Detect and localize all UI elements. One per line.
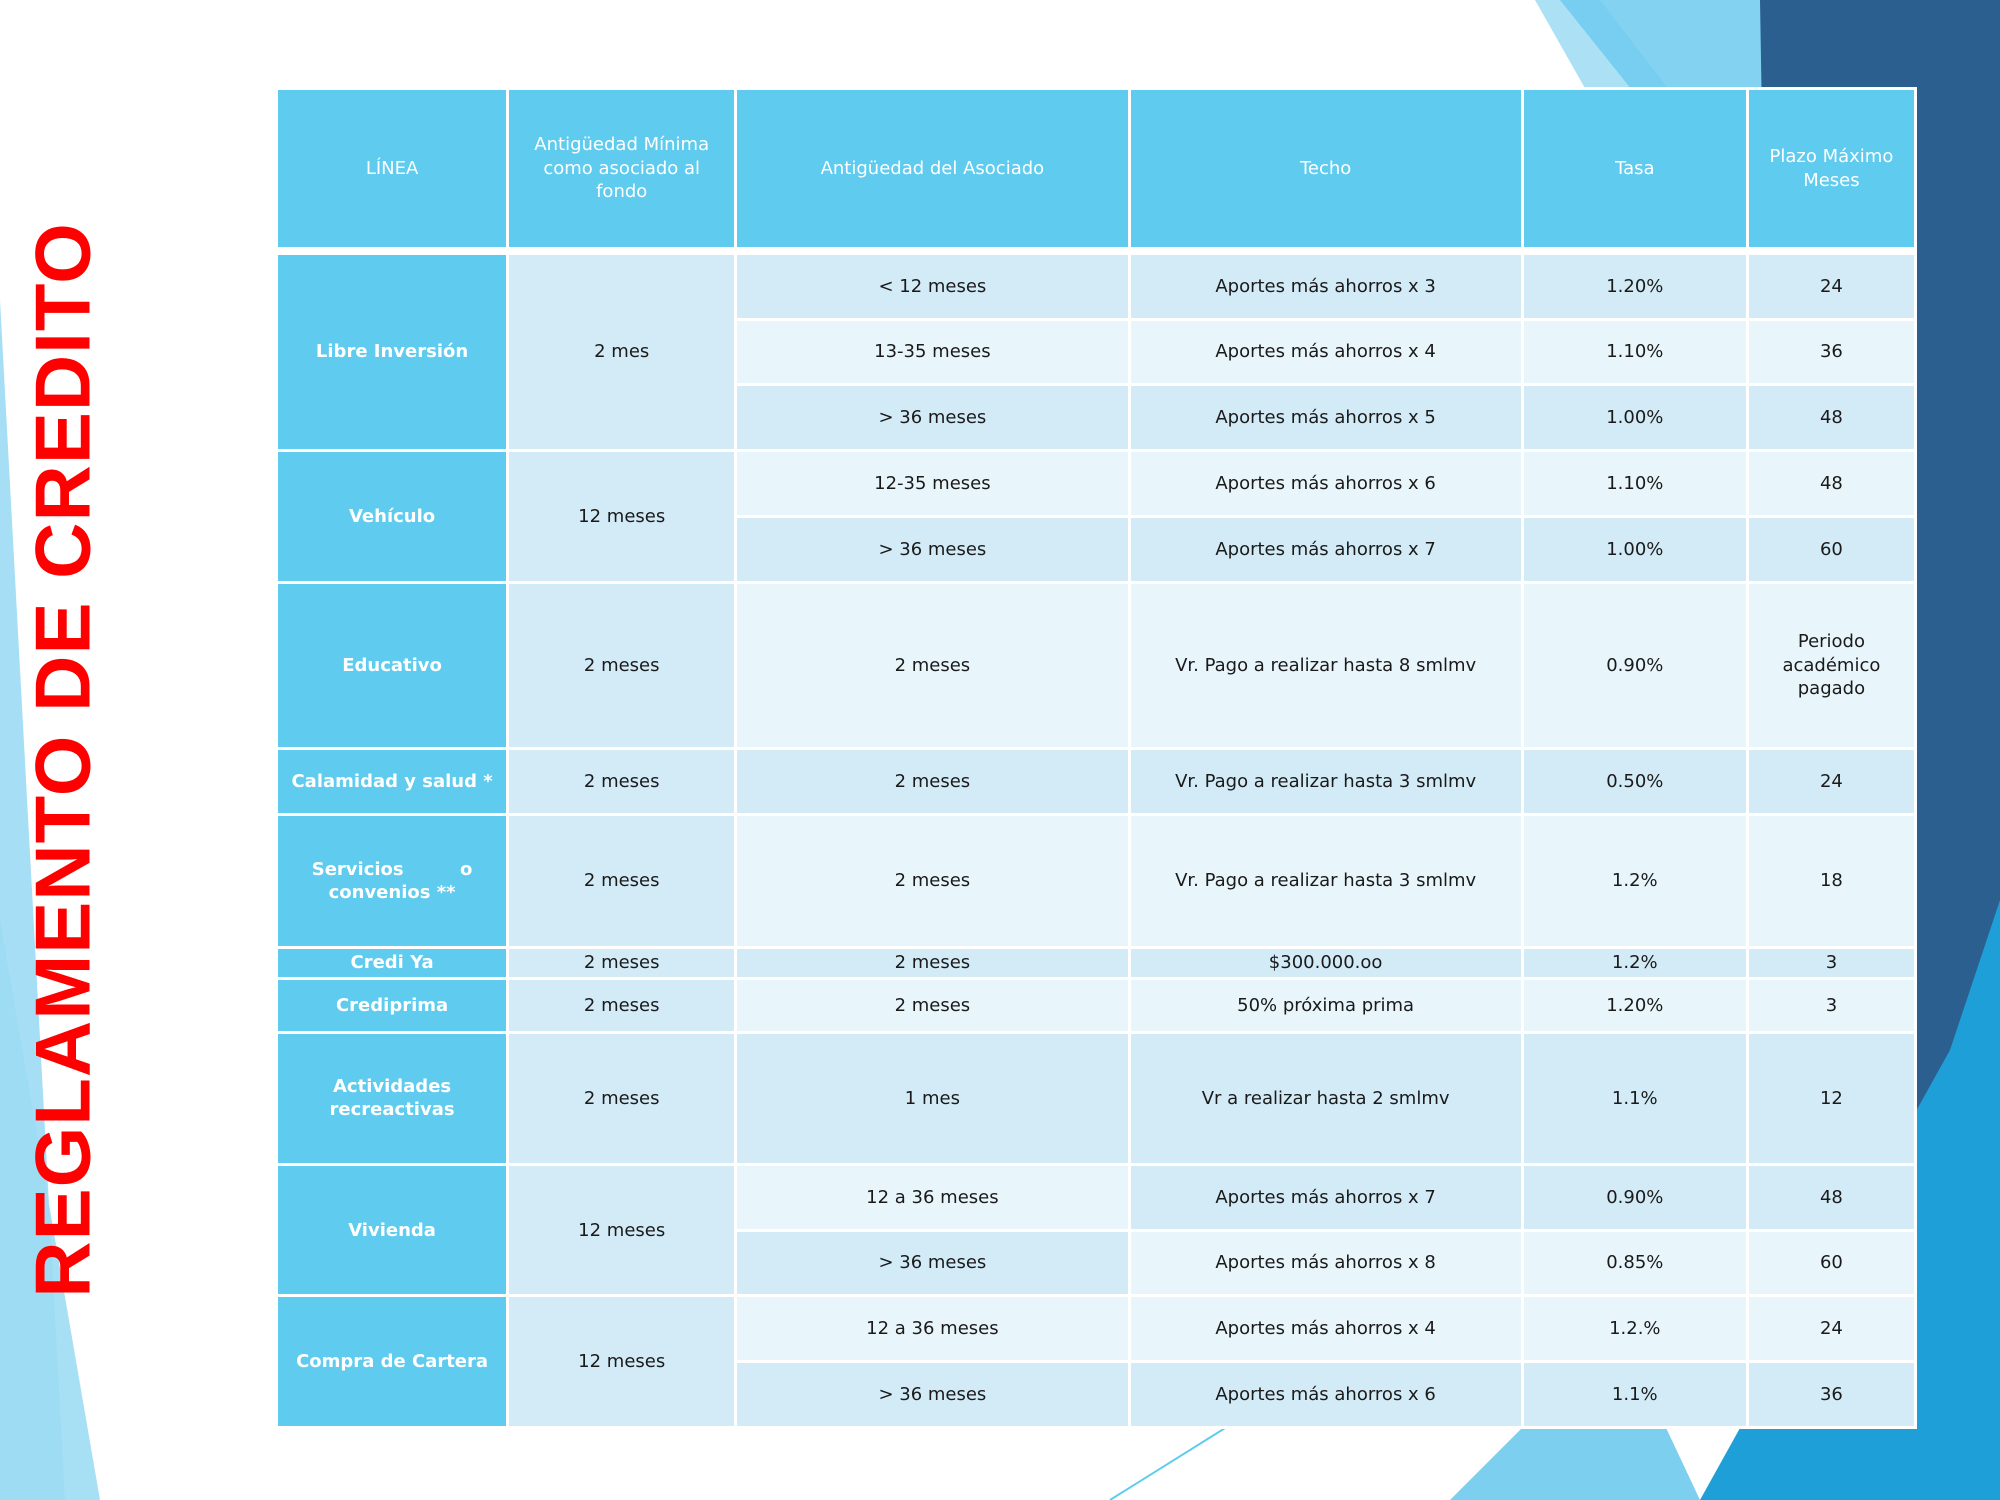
plazo-cell: 24	[1749, 750, 1914, 813]
antiguedad-cell: 12 a 36 meses	[737, 1297, 1127, 1360]
min-compra-cartera: 12 meses	[509, 1297, 734, 1426]
table-row	[278, 255, 1914, 318]
antiguedad-cell: 12 a 36 meses	[737, 1166, 1127, 1229]
linea-actividades-recreactivas	[278, 1034, 506, 1163]
techo-cell: Vr a realizar hasta 2 smlmv	[1131, 1034, 1521, 1163]
header-plazo-maximo	[1749, 90, 1914, 247]
tasa-cell: 0.85%	[1524, 1232, 1746, 1295]
plazo-cell: 36	[1749, 1363, 1914, 1426]
linea-educativo: Educativo	[278, 584, 506, 748]
header-tasa: Tasa	[1524, 90, 1746, 247]
table-row	[278, 1166, 1914, 1229]
plazo-cell: 60	[1749, 1232, 1914, 1295]
antiguedad-cell: > 36 meses	[737, 1363, 1127, 1426]
table-row	[278, 750, 1914, 813]
table-row	[278, 816, 1914, 945]
plazo-cell: 24	[1749, 1297, 1914, 1360]
techo-cell: $300.000.oo	[1131, 949, 1521, 977]
table-row	[278, 1297, 1914, 1360]
header-plazo-line1: Plazo Máximo	[1769, 146, 1894, 168]
table-row	[278, 980, 1914, 1031]
tasa-cell: 0.90%	[1524, 584, 1746, 748]
header-gap-cell	[278, 250, 1914, 252]
antiguedad-cell: 1 mes	[737, 1034, 1127, 1163]
tasa-cell: 1.1%	[1524, 1363, 1746, 1426]
linea-vehiculo: Vehículo	[278, 452, 506, 580]
tasa-cell: 1.00%	[1524, 518, 1746, 581]
page-title-container	[18, 222, 106, 1298]
linea-servicios-line2: convenios **	[328, 881, 456, 903]
plazo-line1: Periodo	[1797, 631, 1865, 653]
min-crediprima: 2 meses	[509, 980, 734, 1031]
linea-vivienda: Vivienda	[278, 1166, 506, 1294]
techo-cell: Aportes más ahorros x 4	[1131, 321, 1521, 384]
min-credi-ya: 2 meses	[509, 949, 734, 977]
plazo-line2: académico	[1782, 654, 1881, 676]
plazo-cell: 36	[1749, 321, 1914, 384]
header-antiguedad-minima-line1: Antigüedad Mínima	[534, 134, 710, 156]
techo-cell: Aportes más ahorros x 8	[1131, 1232, 1521, 1295]
min-actividades-recreactivas: 2 meses	[509, 1034, 734, 1163]
linea-actividades-line2: recreactivas	[329, 1099, 455, 1121]
plazo-cell: 48	[1749, 452, 1914, 515]
min-vivienda: 12 meses	[509, 1166, 734, 1294]
tasa-cell: 1.20%	[1524, 980, 1746, 1031]
header-antiguedad-asociado: Antigüedad del Asociado	[737, 90, 1127, 247]
credit-rules-table	[275, 87, 1917, 1429]
page-title: REGLAMENTO DE CREDITO	[18, 222, 106, 1298]
min-vehiculo: 12 meses	[509, 452, 734, 580]
techo-cell: Aportes más ahorros x 7	[1131, 518, 1521, 581]
min-calamidad-salud: 2 meses	[509, 750, 734, 813]
header-plazo-line2: Meses	[1803, 169, 1860, 191]
techo-cell: Aportes más ahorros x 3	[1131, 255, 1521, 318]
antiguedad-cell: 2 meses	[737, 816, 1127, 945]
header-linea: LÍNEA	[278, 90, 506, 247]
linea-servicios-convenios	[278, 816, 506, 945]
tasa-cell: 1.10%	[1524, 452, 1746, 515]
antiguedad-cell: > 36 meses	[737, 386, 1127, 449]
plazo-cell: 3	[1749, 980, 1914, 1031]
plazo-cell: 24	[1749, 255, 1914, 318]
techo-cell: Vr. Pago a realizar hasta 3 smlmv	[1131, 816, 1521, 945]
linea-actividades-line1: Actividades	[333, 1075, 452, 1097]
table-row	[278, 1034, 1914, 1163]
linea-calamidad-salud: Calamidad y salud *	[278, 750, 506, 813]
tasa-cell: 0.50%	[1524, 750, 1746, 813]
tasa-cell: 1.2%	[1524, 816, 1746, 945]
antiguedad-cell: 12-35 meses	[737, 452, 1127, 515]
linea-credi-ya: Credi Ya	[278, 949, 506, 977]
antiguedad-cell: > 36 meses	[737, 518, 1127, 581]
header-techo: Techo	[1131, 90, 1521, 247]
tasa-cell: 1.1%	[1524, 1034, 1746, 1163]
plazo-cell: 60	[1749, 518, 1914, 581]
linea-libre-inversion: Libre Inversión	[278, 255, 506, 449]
antiguedad-cell: 2 meses	[737, 980, 1127, 1031]
linea-crediprima: Crediprima	[278, 980, 506, 1031]
tasa-cell: 1.2.%	[1524, 1297, 1746, 1360]
table-row	[278, 584, 1914, 748]
plazo-line3: pagado	[1797, 678, 1866, 700]
antiguedad-cell: 2 meses	[737, 949, 1127, 977]
techo-cell: Aportes más ahorros x 5	[1131, 386, 1521, 449]
techo-cell: Vr. Pago a realizar hasta 8 smlmv	[1131, 584, 1521, 748]
linea-servicios-line1: Servicios o	[311, 858, 473, 880]
tasa-cell: 1.2%	[1524, 949, 1746, 977]
table-header-row	[278, 90, 1914, 247]
plazo-cell: 12	[1749, 1034, 1914, 1163]
min-educativo: 2 meses	[509, 584, 734, 748]
tasa-cell: 1.20%	[1524, 255, 1746, 318]
techo-cell: Aportes más ahorros x 7	[1131, 1166, 1521, 1229]
techo-cell: Aportes más ahorros x 6	[1131, 452, 1521, 515]
techo-cell: Aportes más ahorros x 6	[1131, 1363, 1521, 1426]
antiguedad-cell: 2 meses	[737, 584, 1127, 748]
plazo-cell: 18	[1749, 816, 1914, 945]
table-row	[278, 949, 1914, 977]
tasa-cell: 1.00%	[1524, 386, 1746, 449]
min-libre-inversion: 2 mes	[509, 255, 734, 449]
deco-thin-line	[1110, 1425, 1230, 1500]
min-servicios-convenios: 2 meses	[509, 816, 734, 945]
plazo-cell: 3	[1749, 949, 1914, 977]
antiguedad-cell: 2 meses	[737, 750, 1127, 813]
techo-cell: Vr. Pago a realizar hasta 3 smlmv	[1131, 750, 1521, 813]
header-antiguedad-minima	[509, 90, 734, 247]
header-gap	[278, 250, 1914, 252]
plazo-cell: 48	[1749, 1166, 1914, 1229]
plazo-cell: 48	[1749, 386, 1914, 449]
header-antiguedad-minima-line2: como asociado al fondo	[543, 157, 701, 203]
techo-cell: 50% próxima prima	[1131, 980, 1521, 1031]
tasa-cell: 1.10%	[1524, 321, 1746, 384]
plazo-cell	[1749, 584, 1914, 748]
linea-compra-cartera: Compra de Cartera	[278, 1297, 506, 1426]
techo-cell: Aportes más ahorros x 4	[1131, 1297, 1521, 1360]
antiguedad-cell: 13-35 meses	[737, 321, 1127, 384]
antiguedad-cell: > 36 meses	[737, 1232, 1127, 1295]
table-row	[278, 452, 1914, 515]
tasa-cell: 0.90%	[1524, 1166, 1746, 1229]
antiguedad-cell: < 12 meses	[737, 255, 1127, 318]
